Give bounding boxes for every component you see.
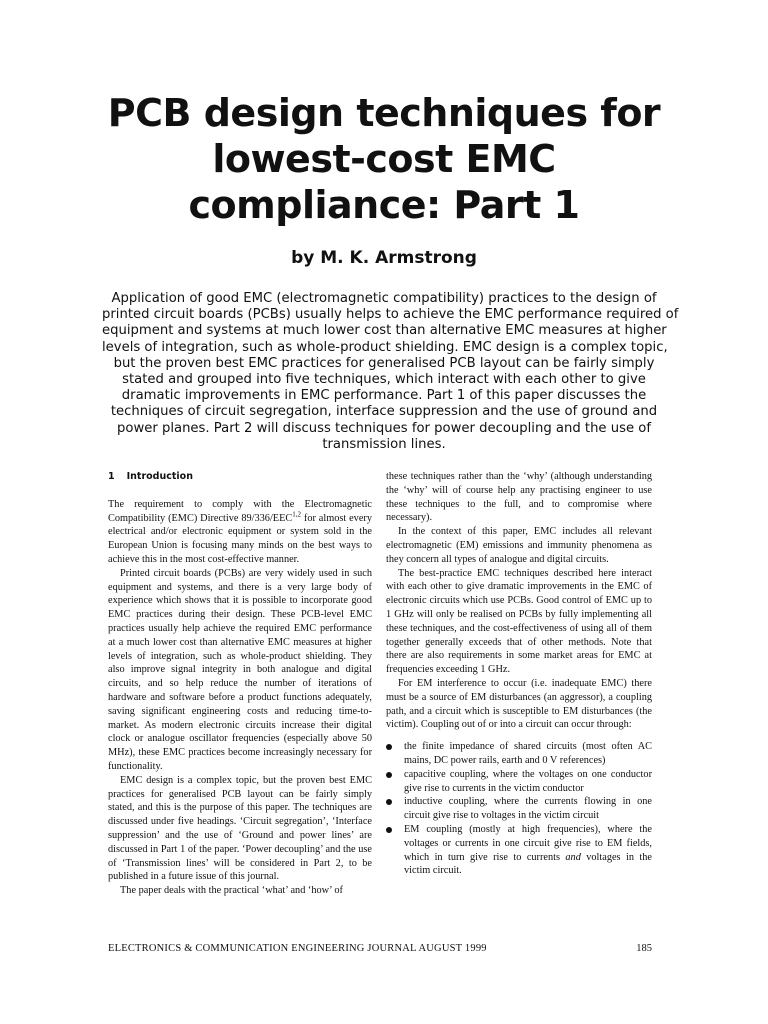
author-byline: by M. K. Armstrong: [291, 248, 477, 268]
abstract-line: stated and grouped into five techniques, which interact with each other to give: [122, 372, 646, 388]
list-item: capacitive coupling, where the voltages on one conductor give rise to currents in the victim conductor: [386, 768, 652, 796]
coupling-list: [386, 740, 652, 878]
right-column: [386, 470, 652, 878]
title-line: compliance: Part 1: [188, 183, 580, 227]
body-paragraph: The best-practice EMC techniques described here interact with each other to give dramatic improvements in the EMC of electronic circuits which use PCBs. Good control of EMC up to 1 GHz will only be realised on PCBs by fully implementing all these techniques, and the cost-effectiveness of using all of them together generally exceeds that of other methods. Note that there are also requirements in some market areas for EMC at frequencies exceeding 1 GHz.: [386, 567, 652, 676]
intro-paragraph-3: EMC design is a complex topic, but the proven best EMC practices for generalised PCB layout can be fairly simply stated, and this is the purpose of this paper. The techniques are discussed under five headings. ‘Circuit segregation’, ‘Interface suppression’ and the use of ‘Ground and power lines’ are discussed in Part 1 of the paper. ‘Power decoupling’ and the use of ‘Transmission lines’ will be considered in Part 2, to be published in a future issue of this journal.: [108, 774, 372, 883]
section-title: Introduction: [126, 471, 193, 482]
abstract-line: Application of good EMC (electromagnetic compatibility) practices to the design of: [111, 291, 657, 306]
bullet-icon: [386, 799, 392, 805]
list-item: the finite impedance of shared circuits (most often AC mains, DC power rails, earth and 0 V references): [386, 740, 652, 768]
left-column: [108, 470, 372, 898]
list-item: inductive coupling, where the currents flowing in one circuit give rise to voltages in the victim circuit: [386, 795, 652, 823]
article-title: [60, 90, 708, 228]
title-line: PCB design techniques for: [107, 91, 661, 135]
abstract-line: transmission lines.: [322, 436, 446, 452]
abstract-line: equipment and systems at much lower cost than alternative EMC measures at higher: [102, 323, 667, 339]
page-number: 185: [636, 943, 652, 954]
bullet-icon: [386, 772, 392, 778]
section-number: 1: [108, 471, 115, 482]
abstract-line: levels of integration, such as whole-product shielding. EMC design is a complex topic,: [102, 339, 668, 355]
intro-paragraph-4: The paper deals with the practical ‘what’ and ‘how’ of: [120, 885, 343, 897]
section-heading: [108, 470, 372, 484]
journal-footer: ELECTRONICS & COMMUNICATION ENGINEERING JOURNAL AUGUST 1999: [108, 943, 487, 954]
abstract-line: printed circuit boards (PCBs) usually helps to achieve the EMC performance required of: [102, 307, 679, 323]
intro-paragraph-2: Printed circuit boards (PCBs) are very widely used in such equipment and systems, and there is a very large body of experience which shows that it is possible to incorporate good EMC practices during their design. These PCB-level EMC practices usually help achieve the required EMC performance at a much lower cost than alternative EMC measures at higher levels of integration, such as whole-product shielding. They also improve signal integrity in both analogue and digital circuits, and so help reduce the number of iterations of hardware and software before a product functions adequately, saving significant engineering costs and reducing time-to-market. As modern electronic circuits increase their digital clock or analogue oscillator frequencies (especially above 50 MHz), these EMC practices become increasingly necessary for functionality.: [108, 567, 372, 772]
intro-paragraph-1: The requirement to comply with the Electromagnetic Compatibility (EMC) Directive 89/336/EEC$^{1,2}$ for almost every electrical and/or electronic equipment or system sold in the European Union is focusing many minds on the best ways to achieve this in the most cost-effective manner.: [108, 498, 372, 565]
body-paragraph: these techniques rather than the ‘why’ (although understanding the ‘why’ will of course help any practising engineer to use these techniques to the full, and to compromise where necessary).: [386, 471, 652, 524]
body-paragraph: In the context of this paper, EMC includes all relevant electromagnetic (EM) emissions and immunity phenomena as they concern all types of analogue and digital circuits.: [386, 526, 652, 565]
abstract-line: but the proven best EMC practices for generalised PCB layout can be fairly simply: [113, 355, 655, 371]
title-line: lowest-cost EMC: [212, 137, 556, 181]
bullet-icon: [386, 744, 392, 750]
bullet-icon: [386, 827, 392, 833]
list-item: EM coupling (mostly at high frequencies), where the voltages or currents in one circuit give rise to EM fields, which in turn give rise to currents and voltages in the victim circuit.: [386, 823, 652, 878]
abstract-line: dramatic improvements in EMC performance. Part 1 of this paper discusses the: [121, 388, 647, 404]
body-paragraph: For EM interference to occur (i.e. inadequate EMC) there must be a source of EM disturbances (an aggressor), a coupling path, and a circuit which is susceptible to EM disturbances (the victim). Coupling out of or into a circuit can occur through:: [386, 677, 652, 731]
abstract-line: techniques of circuit segregation, interface suppression and the use of ground and: [110, 404, 658, 420]
abstract: [102, 291, 679, 453]
reference-marker: 1,2: [292, 510, 301, 519]
abstract-line: power planes. Part 2 will discuss techniques for power decoupling and the use of: [117, 420, 651, 436]
